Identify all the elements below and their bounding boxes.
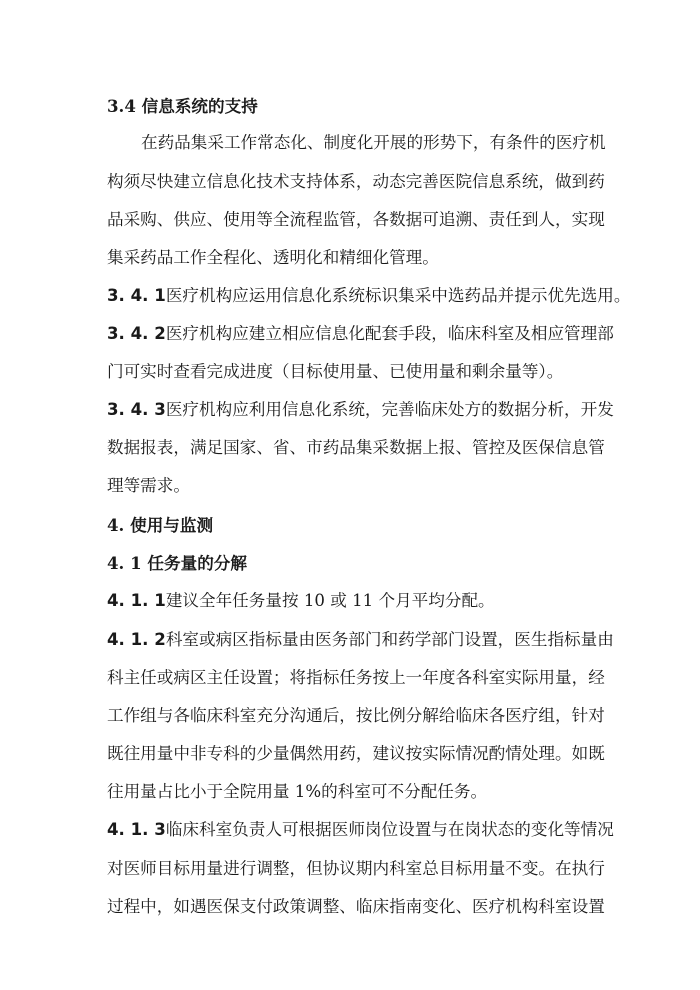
clause-number: 3. 4. 2 (107, 324, 166, 343)
clause-3-4-1 (107, 286, 630, 306)
paragraph-line: 品采购、供应、使用等全流程监管，各数据可追溯、责任到人，实现 (107, 210, 605, 229)
paragraph-line: 对医师目标用量进行调整，但协议期内科室总目标用量不变。在执行 (107, 859, 605, 878)
clause-4-1-1 (107, 591, 495, 611)
clause-3-4-3 (107, 400, 614, 420)
clause-text: 临床科室负责人可根据医师岗位设置与在岗状态的变化等情况 (165, 820, 614, 839)
clause-3-4-2 (107, 324, 614, 344)
paragraph-line: 构须尽快建立信息化技术支持体系，动态完善医院信息系统，做到药 (107, 172, 605, 191)
clause-number: 4. 1. 2 (107, 630, 166, 649)
clause-4-1-3 (107, 820, 614, 840)
section-4-heading: 4. 使用与监测 (107, 515, 214, 535)
paragraph-line: 理等需求。 (107, 476, 190, 495)
paragraph-line: 科主任或病区主任设置；将指标任务按上一年度各科室实际用量，经 (107, 668, 605, 687)
paragraph-line: 往用量占比小于全院用量 1%的科室可不分配任务。 (107, 782, 488, 801)
clause-4-1-2 (107, 630, 614, 650)
paragraph-line: 数据报表，满足国家、省、市药品集采数据上报、管控及医保信息管 (107, 438, 605, 457)
paragraph-line: 工作组与各临床科室充分沟通后，按比例分解给临床各医疗组，针对 (107, 706, 605, 725)
section-3-4-heading: 3.4 信息系统的支持 (107, 96, 258, 116)
clause-number: 3. 4. 3 (107, 400, 166, 419)
clause-number: 4. 1. 3 (107, 820, 166, 839)
paragraph-line: 既往用量中非专科的少量偶然用药，建议按实际情况酌情处理。如既 (107, 744, 605, 763)
paragraph-line: 在药品集采工作常态化、制度化开展的形势下，有条件的医疗机 (141, 133, 606, 152)
paragraph-line: 集采药品工作全程化、透明化和精细化管理。 (107, 248, 439, 267)
clause-text: 医疗机构应利用信息化系统，完善临床处方的数据分析，开发 (165, 400, 614, 419)
section-4-1-heading: 4. 1 任务量的分解 (107, 553, 247, 573)
clause-text: 科室或病区指标量由医务部门和药学部门设置，医生指标量由 (165, 630, 614, 649)
paragraph-line: 过程中，如遇医保支付政策调整、临床指南变化、医疗机构科室设置 (107, 897, 605, 916)
clause-text: 建议全年任务量按 10 或 11 个月平均分配。 (165, 591, 495, 610)
clause-number: 4. 1. 1 (107, 591, 166, 610)
clause-text: 医疗机构应运用信息化系统标识集采中选药品并提示优先选用。 (165, 286, 631, 305)
paragraph-line: 门可实时查看完成进度（目标使用量、已使用量和剩余量等）。 (107, 362, 564, 381)
clause-number: 3. 4. 1 (107, 286, 166, 305)
clause-text: 医疗机构应建立相应信息化配套手段，临床科室及相应管理部 (165, 324, 614, 343)
